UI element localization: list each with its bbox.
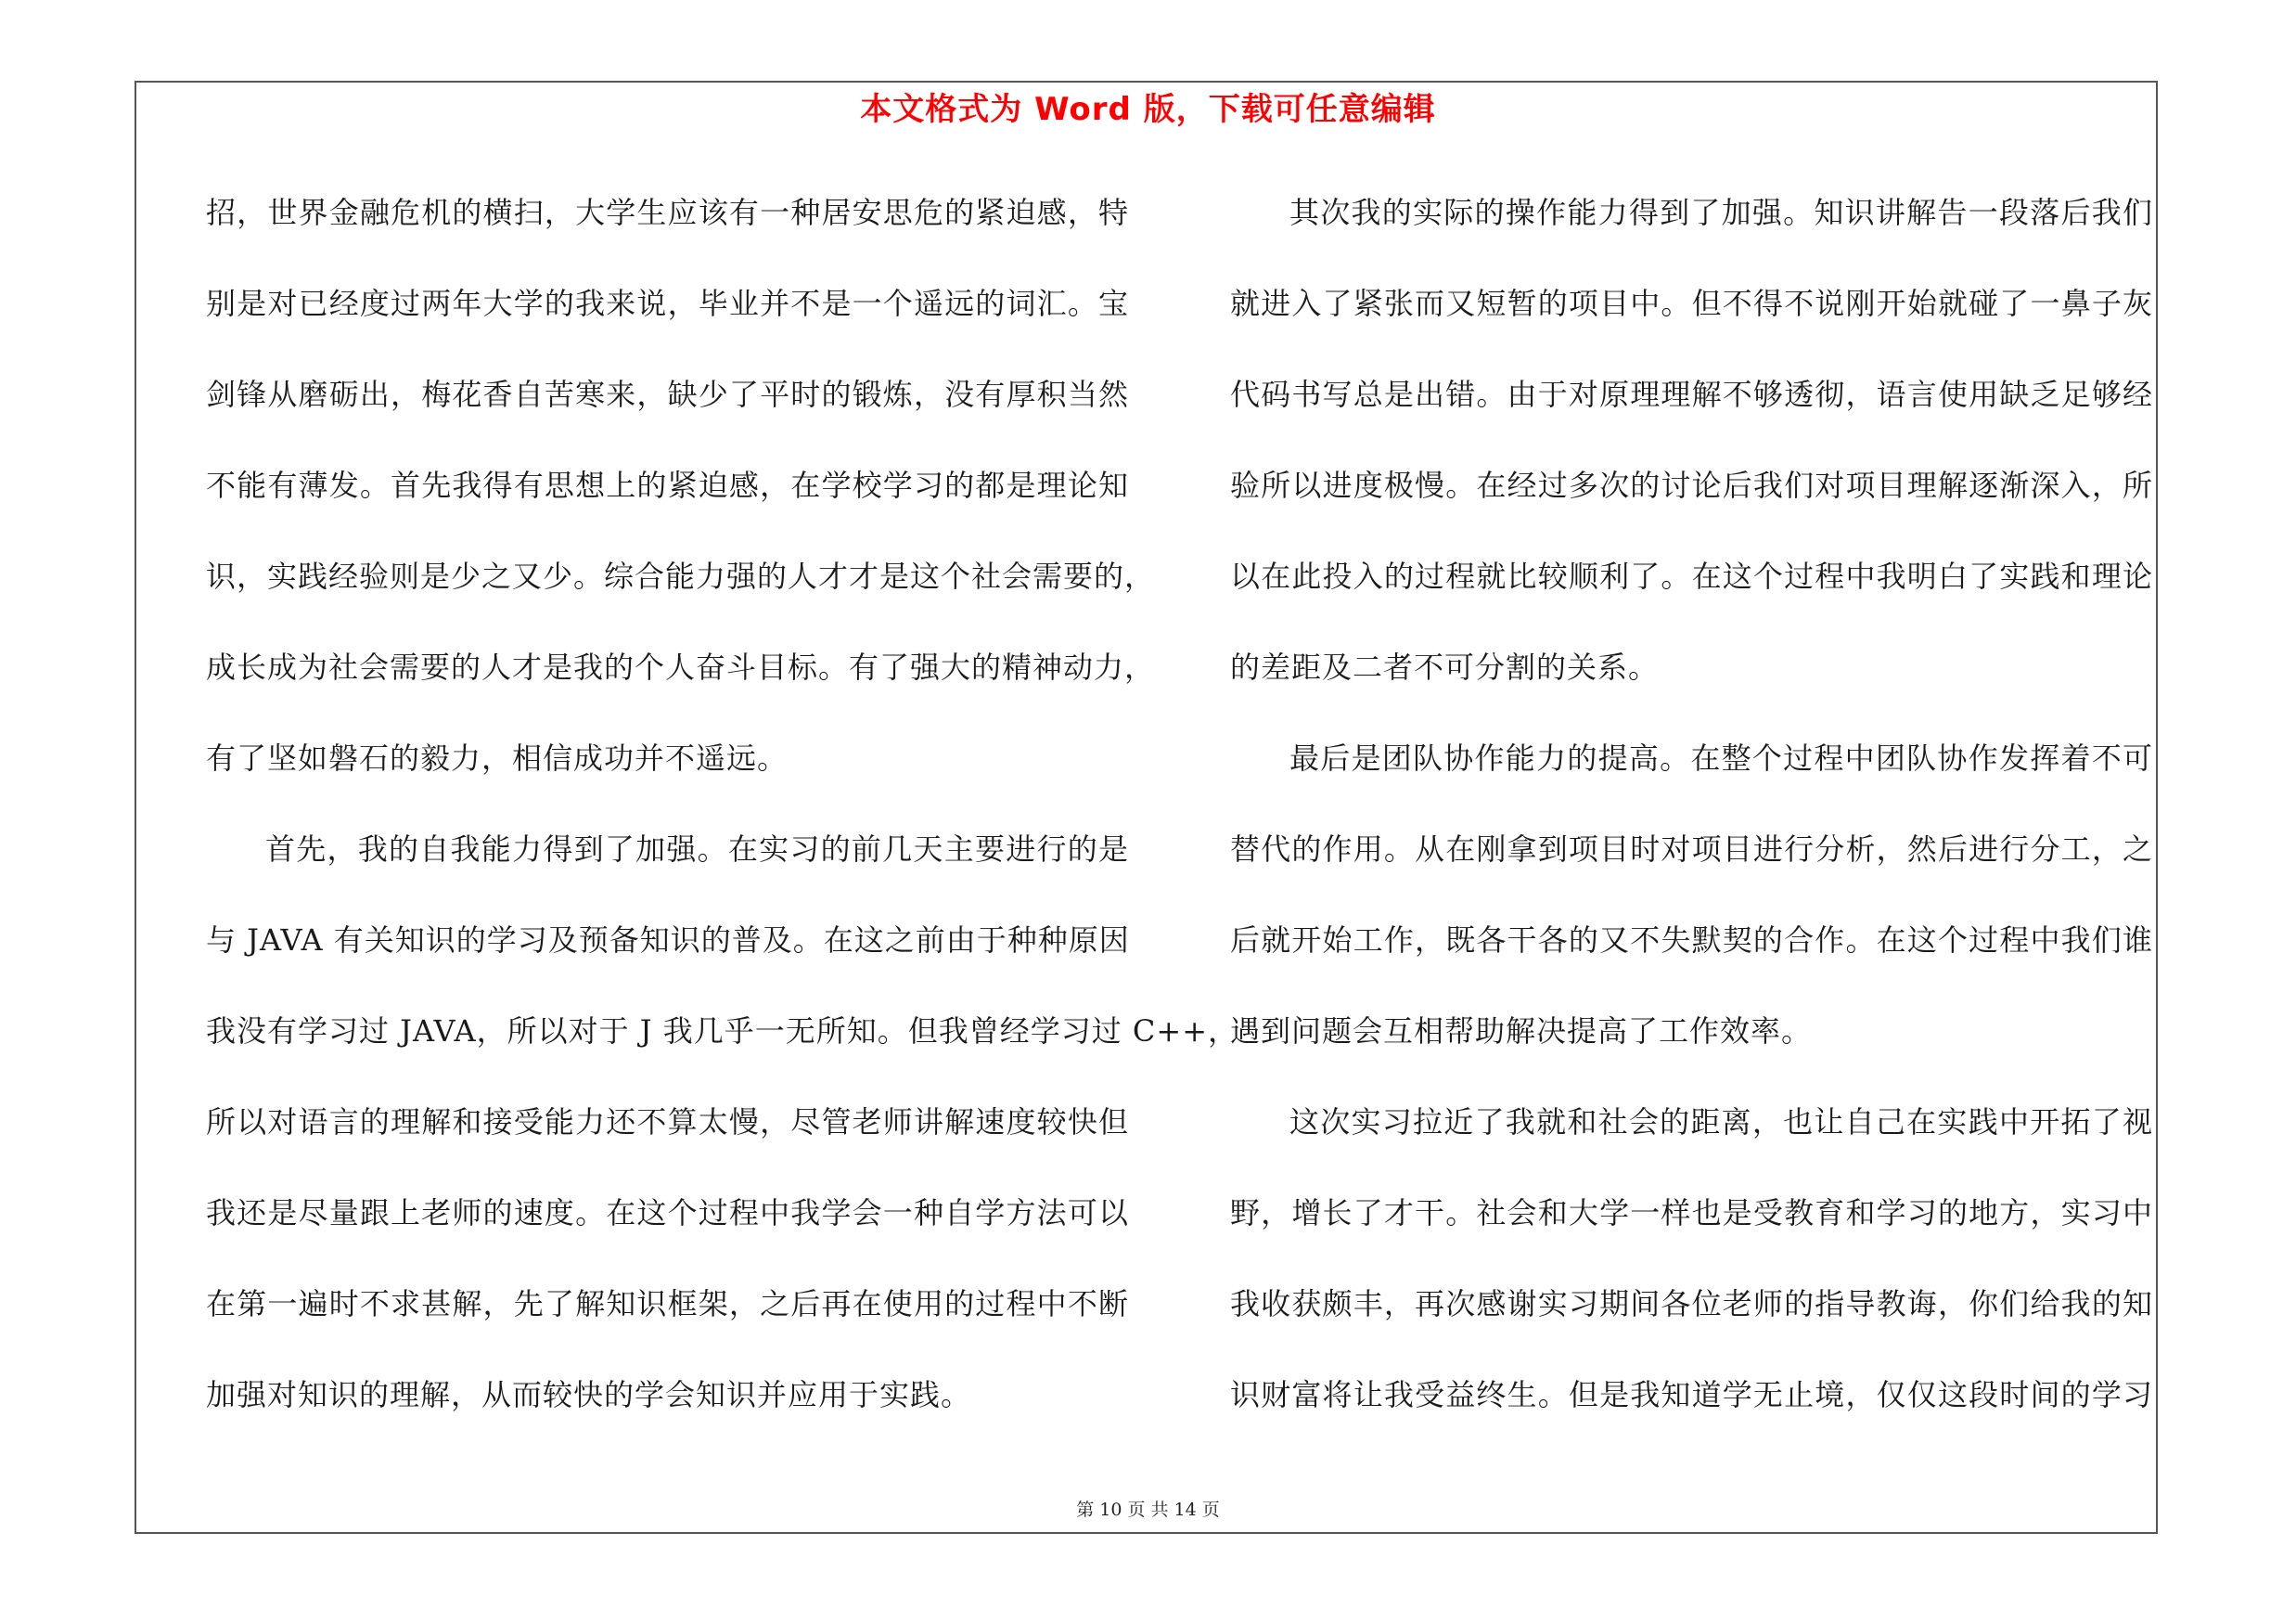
text-line: 最后是团队协作能力的提高。在整个过程中团队协作发挥着不可 — [1289, 741, 2153, 776]
right-text-column — [1230, 186, 2153, 1459]
text-line: 这次实习拉近了我就和社会的距离，也让自己在实践中开拓了视 — [1289, 1104, 2153, 1140]
text-line: 代码书写总是出错。由于对原理理解不够透彻，语言使用缺乏足够经 — [1230, 377, 2153, 412]
text-line: 识财富将让我受益终生。但是我知道学无止境，仅仅这段时间的学习 — [1230, 1377, 2153, 1412]
text-line: 招，世界金融危机的横扫，大学生应该有一种居安思危的紧迫感，特 — [206, 195, 1129, 230]
text-line: 后就开始工作，既各干各的又不失默契的合作。在这个过程中我们谁 — [1230, 922, 2153, 958]
text-line: 野，增长了才干。社会和大学一样也是受教育和学习的地方，实习中 — [1230, 1195, 2153, 1230]
text-line: 加强对知识的理解，从而较快的学会知识并应用于实践。 — [206, 1377, 972, 1412]
format-notice-heading: 本文格式为 Word 版，下载可任意编辑 — [860, 91, 1436, 128]
text-line: 剑锋从磨砺出，梅花香自苦寒来，缺少了平时的锻炼，没有厚积当然 — [206, 377, 1129, 412]
page-number-footer: 第 10 页 共 14 页 — [1076, 1500, 1220, 1520]
text-line: 不能有薄发。首先我得有思想上的紧迫感，在学校学习的都是理论知 — [206, 468, 1129, 503]
text-line: 所以对语言的理解和接受能力还不算太慢，尽管老师讲解速度较快但 — [206, 1104, 1129, 1140]
text-line: 以在此投入的过程就比较顺利了。在这个过程中我明白了实践和理论 — [1230, 559, 2153, 594]
left-text-column — [206, 186, 1239, 1459]
text-line: 与 JAVA 有关知识的学习及预备知识的普及。在这之前由于种种原因 — [206, 922, 1130, 958]
text-line: 就进入了紧张而又短暂的项目中。但不得不说刚开始就碰了一鼻子灰 — [1230, 286, 2153, 321]
text-line: 的差距及二者不可分割的关系。 — [1230, 650, 1660, 685]
text-line: 我没有学习过 JAVA，所以对于 J 我几乎一无所知。但我曾经学习过 C++， — [206, 1013, 1239, 1049]
text-line: 验所以进度极慢。在经过多次的讨论后我们对项目理解逐渐深入，所 — [1230, 468, 2153, 503]
text-line: 遇到问题会互相帮助解决提高了工作效率。 — [1230, 1013, 1813, 1049]
text-line: 别是对已经度过两年大学的我来说，毕业并不是一个遥远的词汇。宝 — [206, 286, 1129, 321]
text-line: 在第一遍时不求甚解，先了解知识框架，之后再在使用的过程中不断 — [206, 1286, 1129, 1321]
text-line: 识，实践经验则是少之又少。综合能力强的人才才是这个社会需要的， — [206, 559, 1156, 594]
text-line: 替代的作用。从在刚拿到项目时对项目进行分析，然后进行分工，之 — [1230, 831, 2153, 867]
text-line: 首先，我的自我能力得到了加强。在实习的前几天主要进行的是 — [265, 831, 1129, 867]
text-line: 我还是尽量跟上老师的速度。在这个过程中我学会一种自学方法可以 — [206, 1195, 1129, 1230]
text-line: 其次我的实际的操作能力得到了加强。知识讲解告一段落后我们 — [1289, 195, 2153, 230]
text-line: 成长成为社会需要的人才是我的个人奋斗目标。有了强大的精神动力， — [206, 650, 1156, 685]
text-line: 我收获颇丰，再次感谢实习期间各位老师的指导教诲，你们给我的知 — [1230, 1286, 2153, 1321]
text-line: 有了坚如磐石的毅力，相信成功并不遥远。 — [206, 741, 789, 776]
